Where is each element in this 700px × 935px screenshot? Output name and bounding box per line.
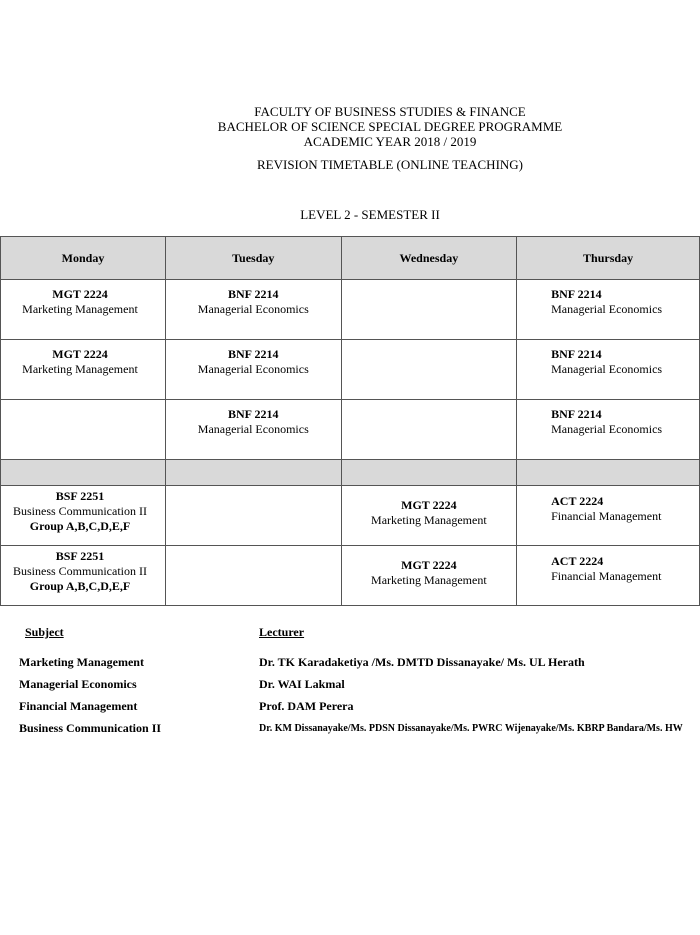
course-code: BNF 2214 [551,347,602,361]
course-name: Marketing Management [371,573,487,587]
timetable-cell [1,280,166,340]
document-header [0,104,700,172]
course-code: MGT 2224 [52,287,108,301]
legend-subject: Marketing Management [19,655,144,669]
table-row [1,400,700,460]
timetable-cell [341,400,517,460]
break-cell [517,460,700,486]
timetable-cell [165,486,341,546]
course-group: Group A,B,C,D,E,F [29,519,131,533]
timetable [0,236,700,606]
legend-subject: Managerial Economics [19,677,137,691]
course-name: Managerial Economics [197,422,309,436]
course-code: BNF 2214 [228,287,279,301]
timetable-cell [165,340,341,400]
timetable-cell [165,400,341,460]
legend-lecturer: Dr. WAI Lakmal [259,677,345,691]
break-cell [1,460,166,486]
course-code: MGT 2224 [401,498,457,512]
lecturer-column-header: Lecturer [259,625,305,639]
course-code: BNF 2214 [228,347,279,361]
timetable-header-row [1,237,700,280]
table-row [1,546,700,606]
timetable-cell [517,340,700,400]
programme-title: BACHELOR OF SCIENCE SPECIAL DEGREE PROGRAMME [217,119,563,134]
timetable-cell [341,280,517,340]
timetable-cell [341,546,517,606]
timetable-cell [341,486,517,546]
course-name: Managerial Economics [197,362,309,376]
course-name: Marketing Management [22,362,138,376]
table-row [1,340,700,400]
timetable-cell [1,546,166,606]
timetable-cell [517,280,700,340]
course-code: ACT 2224 [551,494,604,508]
faculty-title: FACULTY OF BUSINESS STUDIES & FINANCE [254,104,526,119]
timetable-cell [165,280,341,340]
timetable-cell [1,400,166,460]
course-name: Financial Management [551,569,662,583]
course-name: Marketing Management [371,513,487,527]
table-row [1,280,700,340]
break-row [1,460,700,486]
timetable-title: REVISION TIMETABLE (ONLINE TEACHING) [256,157,524,172]
course-code: BNF 2214 [551,287,602,301]
course-name: Marketing Management [22,302,138,316]
course-code: BSF 2251 [55,489,105,503]
academic-year: ACADEMIC YEAR 2018 / 2019 [303,134,477,149]
course-name: Managerial Economics [551,362,663,376]
course-name: Managerial Economics [197,302,309,316]
day-header-tuesday: Tuesday [165,237,341,280]
break-cell [341,460,517,486]
legend-lecturer: Dr. TK Karadaketiya /Ms. DMTD Dissanayake/ Ms. UL Herath [259,655,585,669]
table-row [1,486,700,546]
timetable-cell [165,546,341,606]
course-name: Business Communication II [12,504,147,518]
course-code: BSF 2251 [55,549,105,563]
break-cell [165,460,341,486]
subject-column-header: Subject [25,625,64,639]
level-semester-title: LEVEL 2 - SEMESTER II [300,207,440,222]
course-name: Managerial Economics [551,422,663,436]
timetable-cell [1,486,166,546]
timetable-cell [1,340,166,400]
course-group: Group A,B,C,D,E,F [29,579,131,593]
course-code: BNF 2214 [551,407,602,421]
legend-subject: Business Communication II [19,721,162,735]
course-code: ACT 2224 [551,554,604,568]
timetable-cell [517,486,700,546]
course-code: BNF 2214 [228,407,279,421]
day-header-thursday: Thursday [517,237,700,280]
course-code: MGT 2224 [401,558,457,572]
course-name: Managerial Economics [551,302,663,316]
legend-lecturer: Prof. DAM Perera [259,699,354,713]
timetable-cell [517,400,700,460]
legend-subject: Financial Management [19,699,138,713]
day-header-wednesday: Wednesday [341,237,517,280]
legend-lecturer: Dr. KM Dissanayake/Ms. PDSN Dissanayake/Ms. PWRC Wijenayake/Ms. KBRP Bandara/Ms. HW [259,723,683,734]
course-name: Financial Management [551,509,662,523]
course-code: MGT 2224 [52,347,108,361]
day-header-monday: Monday [1,237,166,280]
timetable-cell [517,546,700,606]
timetable-cell [341,340,517,400]
course-name: Business Communication II [12,564,147,578]
